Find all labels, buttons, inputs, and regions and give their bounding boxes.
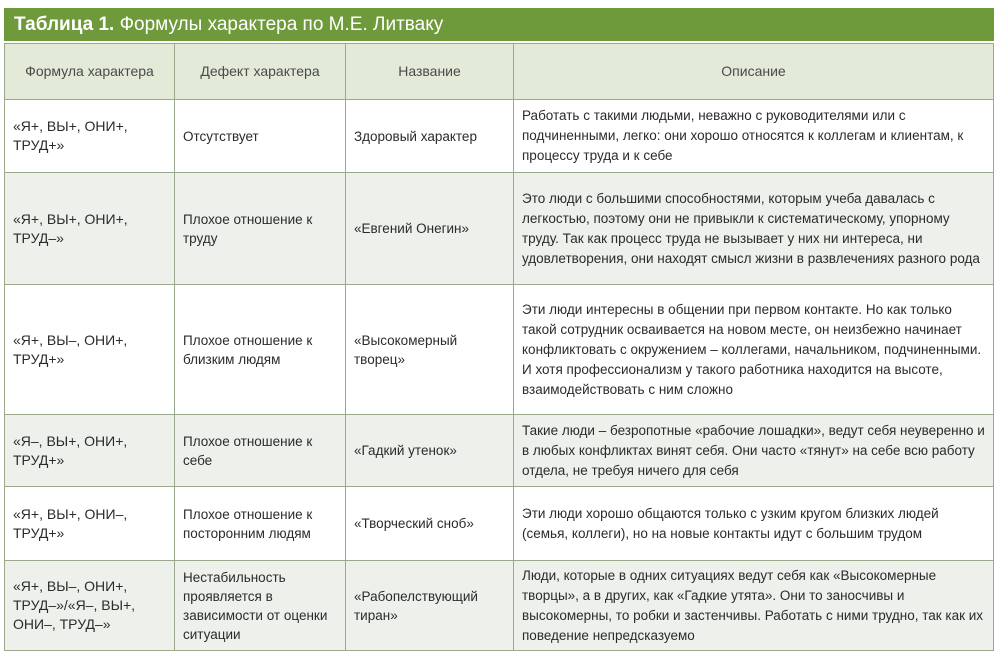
cell-description: Люди, которые в одних ситуациях ведут себя как «Высокомерные творцы», а в других, как «Гадкие утята». Они то заносчивы и высокомерны, то робки и застенчивы. Работать с ними трудно, так как их поведение непредсказуемо [514, 561, 994, 651]
table-title-text: Формулы характера по М.Е. Литваку [114, 14, 444, 35]
cell-description: Такие люди – безропотные «рабочие лошадки», ведут себя неуверенно и в любых конфликтах винят себя. Они часто «тянут» на себе всю работу отдела, не требуя ничего для себя [514, 415, 994, 487]
cell-name: «Рабопелствующий тиран» [346, 561, 514, 651]
cell-name: «Гадкий утенок» [346, 415, 514, 487]
cell-defect: Плохое отношение к посторонним людям [175, 487, 346, 561]
character-formulas-table [4, 43, 994, 651]
cell-description: Эти люди хорошо общаются только с узким кругом близких людей (семья, коллеги), но на новые контакты идут с большим трудом [514, 487, 994, 561]
cell-name: «Творческий сноб» [346, 487, 514, 561]
table-header-row [5, 44, 994, 100]
cell-name: Здоровый характер [346, 100, 514, 173]
cell-defect: Плохое отношение к труду [175, 173, 346, 285]
cell-formula: «Я+, ВЫ–, ОНИ+, ТРУД–»/«Я–, ВЫ+, ОНИ–, ТРУД–» [5, 561, 175, 651]
cell-formula: «Я+, ВЫ–, ОНИ+, ТРУД+» [5, 285, 175, 415]
cell-description: Работать с такими людьми, неважно с руководителями или с подчиненными, легко: они хорошо относятся к коллегам и клиентам, к процессу труда и к себе [514, 100, 994, 173]
cell-formula: «Я+, ВЫ+, ОНИ+, ТРУД+» [5, 100, 175, 173]
cell-formula: «Я–, ВЫ+, ОНИ+, ТРУД+» [5, 415, 175, 487]
cell-formula: «Я+, ВЫ+, ОНИ–, ТРУД+» [5, 487, 175, 561]
table-title [4, 8, 994, 41]
table-row [5, 173, 994, 285]
table-row [5, 100, 994, 173]
table-row [5, 561, 994, 651]
header-name: Название [346, 44, 514, 100]
table-row [5, 285, 994, 415]
cell-defect: Нестабильность проявляется в зависимости от оценки ситуации [175, 561, 346, 651]
cell-defect: Плохое отношение к близким людям [175, 285, 346, 415]
cell-description: Эти люди интересны в общении при первом контакте. Но как только такой сотрудник осваивается на новом месте, он неизбежно начинает конфликтовать с окружением – коллегами, начальником, подчиненными. И хотя профессионализм у такого работника находится на высоте, взаимодействовать с ним сложно [514, 285, 994, 415]
cell-defect: Отсутствует [175, 100, 346, 173]
table-row [5, 415, 994, 487]
header-formula: Формула характера [5, 44, 175, 100]
table-row [5, 487, 994, 561]
cell-formula: «Я+, ВЫ+, ОНИ+, ТРУД–» [5, 173, 175, 285]
cell-description: Это люди с большими способностями, которым учеба давалась с легкостью, поэтому они не привыкли к систематическому, упорному труду. Так как процесс труда не вызывает у них ни интереса, ни удовлетворения, они находят смысл жизни в развлечениях разного рода [514, 173, 994, 285]
cell-name: «Высокомерный творец» [346, 285, 514, 415]
header-description: Описание [514, 44, 994, 100]
table-title-prefix: Таблица 1. [14, 14, 115, 35]
cell-name: «Евгений Онегин» [346, 173, 514, 285]
cell-defect: Плохое отношение к себе [175, 415, 346, 487]
header-defect: Дефект характера [175, 44, 346, 100]
